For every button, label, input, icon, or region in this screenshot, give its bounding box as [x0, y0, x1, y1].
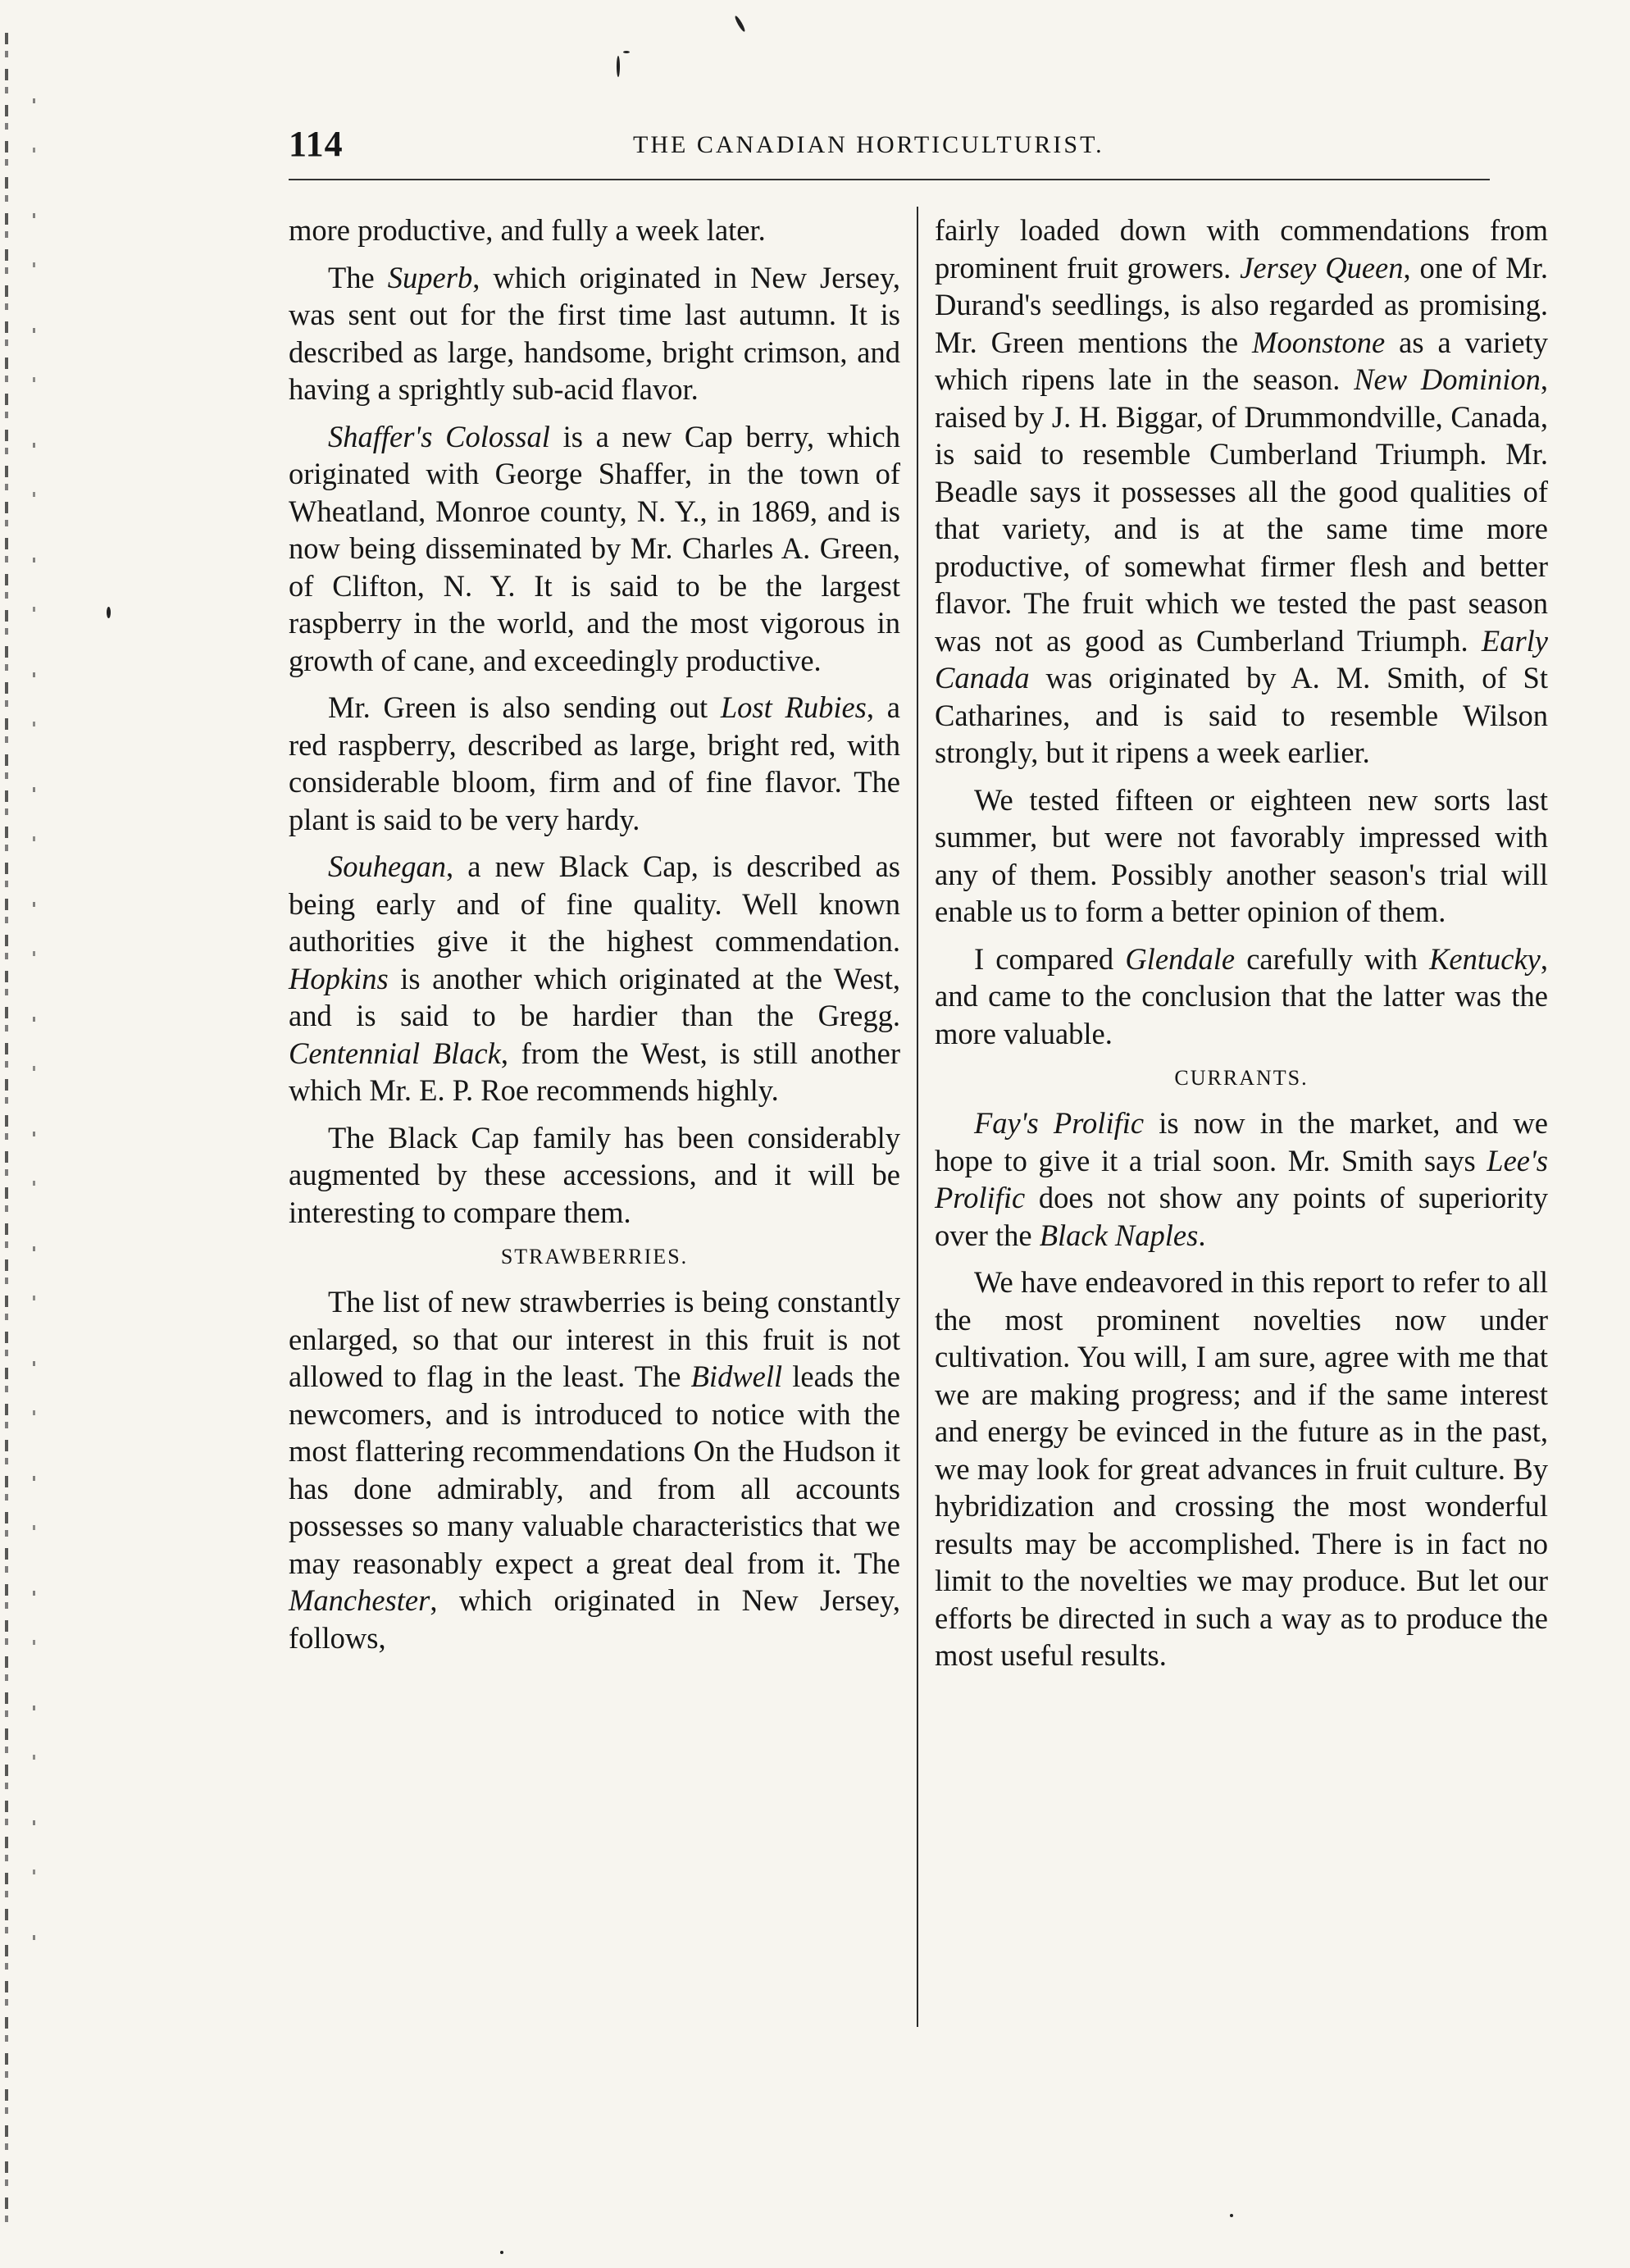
variety-name: Lost Rubies — [720, 690, 867, 724]
variety-name: Shaffer's Colossal — [328, 419, 550, 453]
section-heading-strawberries: STRAWBERRIES. — [500, 1245, 689, 1268]
scan-speck — [1230, 2214, 1233, 2217]
scan-speck — [623, 51, 630, 53]
variety-name: Jersey Queen — [1240, 250, 1404, 285]
variety-name: Superb — [387, 260, 473, 294]
variety-name: Bidwell — [690, 1359, 783, 1393]
variety-name: Lee's Prolific — [935, 1143, 1548, 1214]
left-column — [289, 212, 900, 1666]
scan-speck — [107, 607, 111, 618]
paragraph: fairly loaded down with commendations from prominent fruit growers. Jersey Queen, one of Mr. Durand's seedlings, is also regarded as promising. Mr. Green mentions the Moonstone as a variety which ripens late in the season. New Dominion, raised by J. H. Biggar, of Drummondville, Canada, is said to resemble Cumberland Triumph. Mr. Beadle says it possesses all the good qualities of that variety, and is at the same time more productive, of somewhat firmer flesh and better flavor. The fruit which we tested the past season was not as good as Cumberland Triumph. Early Canada was originated by A. M. Smith, of St Catharines, and is said to resemble Wilson strongly, but it ripens a week earlier. — [935, 213, 1548, 769]
scan-gutter-artifact — [0, 0, 57, 2268]
scan-speck — [500, 2251, 503, 2254]
paragraph: Fay's Prolific is now in the market, and we hope to give it a trial soon. Mr. Smith says Lee's Prolific does not show any points of superiority over the Black Naples. — [935, 1106, 1548, 1252]
paragraph: I compared Glendale carefully with Kentucky, and came to the conclusion that the latter was the more valuable. — [935, 941, 1548, 1050]
journal-title: THE CANADIAN HORTICULTURIST. — [633, 131, 1104, 158]
variety-name: Kentucky — [1429, 941, 1541, 976]
paragraph: The list of new strawberries is being constantly enlarged, so that our interest in this fruit is not allowed to flag in the least. The Bidwell leads the newcomers, and is introduced to notice with the most flattering recommendations On the Hudson it has done admirably, and from all accounts possesses so many valuable characteristics that we may reasonably expect a great deal from it. The Manchester, which originated in New Jersey, follows, — [289, 1285, 900, 1655]
variety-name: Souhegan — [328, 849, 446, 883]
header-rule — [289, 179, 1490, 180]
column-divider — [917, 207, 918, 2027]
right-column — [935, 212, 1548, 1684]
running-head — [289, 123, 1518, 172]
scan-speck — [734, 15, 746, 33]
gutter-line-secondary — [33, 98, 35, 1984]
paragraph: We tested fifteen or eighteen new sorts last summer, but were not favorably impressed with any of them. Possibly another season's trial will enable us to form a better opinion of them. — [935, 782, 1548, 928]
variety-name: Early Canada — [935, 623, 1548, 695]
variety-name: Fay's Prolific — [974, 1106, 1145, 1140]
paragraph: Shaffer's Colossal is a new Cap berry, which originated with George Shaffer, in the town of Wheatland, Monroe county, N. Y., in 1869, and is now being disseminated by Mr. Charles A. Green, of Clifton, N. Y. It is said to be the largest raspberry in the world, and the most vigorous in growth of cane, and exceedingly productive. — [289, 419, 900, 677]
paragraph: We have endeavored in this report to refer to all the most prominent novelties now under cultivation. You will, I am sure, agree with me that we are making progress; and if the same interest and energy be evinced in the future as in the past, we may look for great advances in fruit culture. By hybridization and crossing the most wonderful results may be accomplished. There is in fact no limit to the novelties we may produce. But let our efforts be directed in such a way as to produce the most useful results. — [935, 1265, 1548, 1672]
section-heading-currants: CURRANTS. — [1174, 1066, 1309, 1090]
variety-name: Hopkins — [289, 961, 389, 995]
variety-name: Glendale — [1125, 941, 1236, 976]
paragraph: Mr. Green is also sending out Lost Rubies, a red raspberry, described as large, bright red, with considerable bloom, firm and of fine flavor. The plant is said to be very hardy. — [289, 690, 900, 836]
gutter-line — [5, 33, 8, 2230]
paragraph: The Black Cap family has been considerably augmented by these accessions, and it will be interesting to compare them. — [289, 1120, 900, 1229]
variety-name: Centennial Black — [289, 1036, 501, 1070]
page-number: 114 — [289, 124, 344, 164]
variety-name: Moonstone — [1252, 325, 1386, 359]
paragraph: Souhegan, a new Black Cap, is described as being early and of fine quality. Well known authorities give it the highest commendation. Hopkins is another which originated at the West, and is said to be hardier than the Gregg. Centennial Black, from the West, is still another which Mr. E. P. Roe recommends highly. — [289, 849, 900, 1107]
variety-name: Black Naples — [1039, 1218, 1199, 1252]
variety-name: New Dominion — [1354, 362, 1541, 396]
paragraph: more productive, and fully a week later. — [289, 213, 766, 247]
variety-name: Manchester — [289, 1583, 430, 1617]
paragraph: The Superb, which originated in New Jersey, was sent out for the first time last autumn. It is described as large, handsome, bright crimson, and having a sprightly sub-acid flavor. — [289, 260, 900, 406]
scan-speck — [617, 56, 620, 77]
